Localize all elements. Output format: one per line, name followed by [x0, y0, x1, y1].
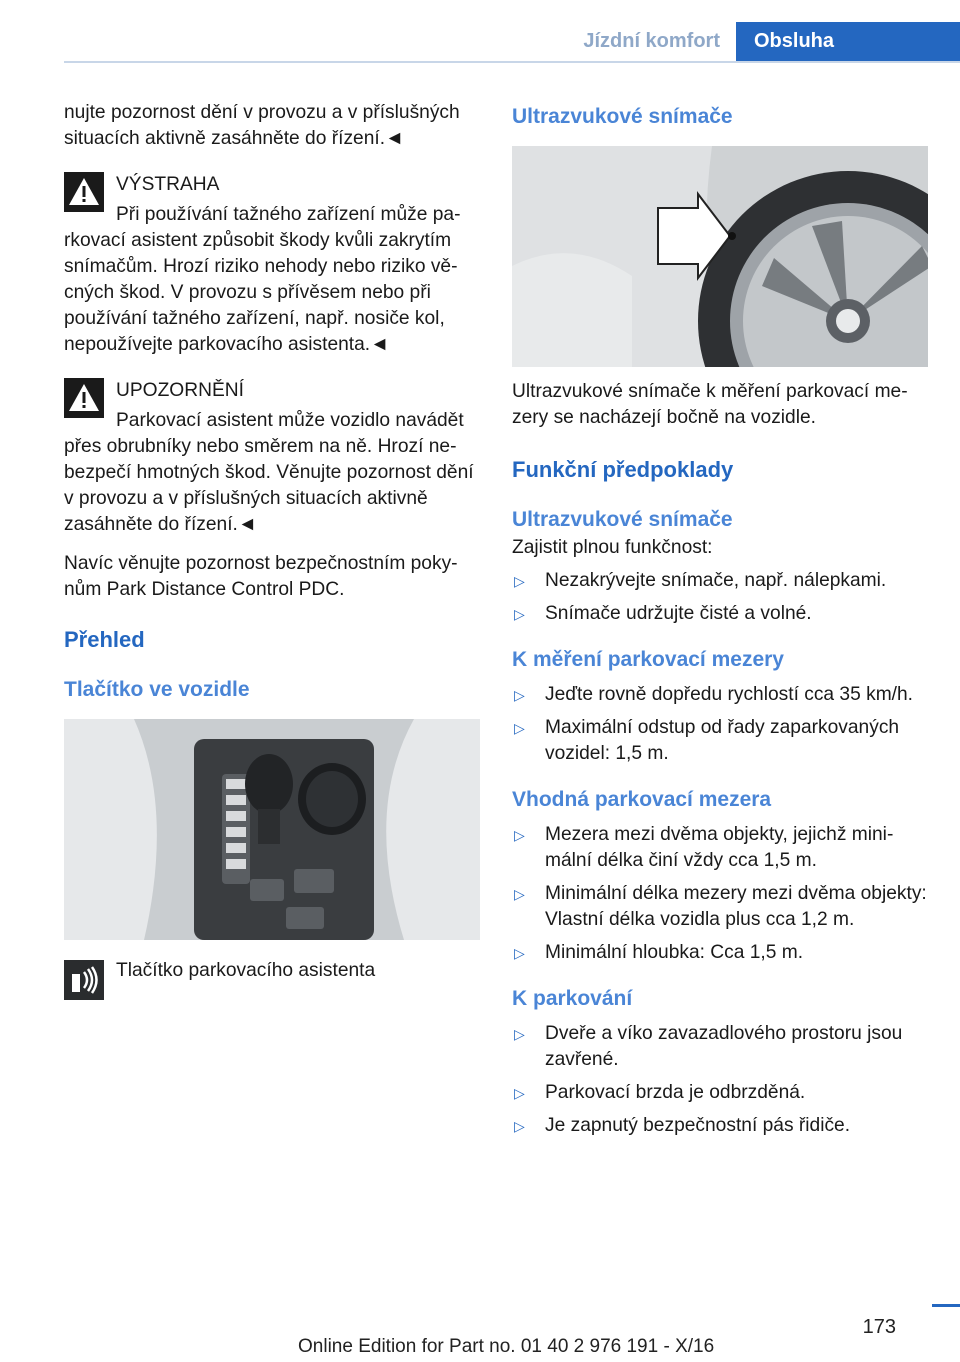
heading-function-requirements: Funkční předpoklady [512, 457, 734, 482]
bullet-triangle-icon: ▷ [514, 1118, 525, 1134]
bullet-triangle-icon: ▷ [514, 1026, 525, 1042]
running-header-tab: Obsluha [736, 22, 960, 63]
list-item-text: Mezera mezi dvěma objekty, jejichž minimální délka činí vždy cca 1,5 m. [545, 824, 894, 871]
list-item [512, 881, 930, 933]
bullet-triangle-icon: ▷ [514, 1085, 525, 1101]
sensors-caption: Ultrazvukové snímače k měření parkovací mezery se nacházejí bočně na vozidle. [512, 381, 908, 428]
bullet-triangle-icon: ▷ [514, 827, 525, 843]
heading-overview: Přehled [64, 627, 145, 652]
pdc-note: Navíc věnujte pozornost bezpečnostním pokynům Park Distance Control PDC. [64, 553, 458, 600]
ultrasonic-sensor-photo [512, 146, 928, 367]
list-item-text: Je zapnutý bezpečnostní pás řidiče. [545, 1115, 851, 1136]
list-item [512, 1021, 930, 1073]
bullet-triangle-icon: ▷ [514, 886, 525, 902]
list-item [512, 682, 930, 708]
bullet-triangle-icon: ▷ [514, 720, 525, 736]
page-number: 173 [862, 1316, 896, 1338]
warning-text: rkovací asistent způsobit škody kvůli zakrytím snímačům. Hrozí riziko nehody nebo riziko věcných škod. V provozu s přívěsem nebo při používání tažného zařízení, např. nosiče kol, nepoužívejte parkovacího asistenta.◄ [64, 230, 458, 355]
suitable-list [512, 822, 930, 966]
list-item [512, 1080, 930, 1106]
notice-block [64, 378, 482, 538]
heading-ultrasonic-sensors-2: Ultrazvukové snímače [512, 508, 733, 531]
sensor-list [512, 568, 930, 627]
list-item-text: Maximální odstup od řady zaparkovaných vozidel: 1,5 m. [545, 717, 900, 764]
parking-list [512, 1021, 930, 1139]
intro-paragraph: nujte pozornost dění v provozu a v příslušných situacích aktivně zasáhněte do řízení.◄ [64, 102, 460, 149]
warning-triangle-icon [64, 172, 104, 212]
header-rule [64, 61, 960, 63]
caution-triangle-icon [64, 378, 104, 418]
footer-accent [932, 1304, 960, 1307]
list-item [512, 715, 930, 767]
heading-parking: K parkování [512, 987, 633, 1010]
list-item-text: Parkovací brzda je odbrzděná. [545, 1082, 806, 1103]
parking-button-caption: Tlačítko parkovacího asistenta [116, 960, 376, 981]
list-item [512, 1113, 930, 1139]
list-item-text: Snímače udržujte čisté a volné. [545, 603, 812, 624]
list-item-text: Jeďte rovně dopředu rychlostí cca 35 km/h. [545, 684, 914, 705]
center-console-photo [64, 719, 480, 940]
running-header-section: Jízdní komfort [583, 30, 720, 52]
list-item-text: Minimální hloubka: Cca 1,5 m. [545, 942, 804, 963]
heading-button-in-vehicle: Tlačítko ve vozidle [64, 678, 250, 701]
list-item-text: Minimální délka mezery mezi dvěma objekty: Vlastní délka vozidla plus cca 1,2 m. [545, 883, 927, 930]
left-column [64, 100, 482, 1004]
bullet-triangle-icon: ▷ [514, 687, 525, 703]
bullet-triangle-icon: ▷ [514, 606, 525, 622]
heading-ultrasonic-sensors: Ultrazvukové snímače [512, 105, 733, 128]
warning-block [64, 172, 482, 358]
list-item [512, 568, 930, 594]
notice-first-line: Parkovací asistent může vozidlo navádět [116, 410, 464, 431]
right-column [512, 100, 930, 1139]
ensure-text: Zajistit plnou funkčnost: [512, 537, 713, 558]
bullet-triangle-icon: ▷ [514, 573, 525, 589]
warning-first-line: Při používání tažného zařízení může pa- [116, 204, 461, 225]
list-item-text: Nezakrývejte snímače, např. nálepkami. [545, 570, 887, 591]
parking-assistant-button-icon [64, 960, 104, 1000]
list-item [512, 940, 930, 966]
list-item [512, 822, 930, 874]
edition-footer: Online Edition for Part no. 01 40 2 976 191 - X/16 [298, 1336, 715, 1357]
heading-measure-gap: K měření parkovací mezery [512, 648, 784, 671]
measure-list [512, 682, 930, 767]
notice-text: přes obrubníky nebo směrem na ně. Hrozí nebezpečí hmotných škod. Věnujte pozornost dění v provozu a v příslušných situacích aktivně zasáhněte do řízení.◄ [64, 436, 474, 535]
parking-button-legend [64, 960, 482, 1004]
bullet-triangle-icon: ▷ [514, 945, 525, 961]
heading-suitable-gap: Vhodná parkovací mezera [512, 788, 772, 811]
notice-title: UPOZORNĚNÍ [116, 380, 244, 401]
warning-title: VÝSTRAHA [116, 174, 220, 195]
list-item-text: Dveře a víko zavazadlového prostoru jsou zavřené. [545, 1023, 903, 1070]
list-item [512, 601, 930, 627]
